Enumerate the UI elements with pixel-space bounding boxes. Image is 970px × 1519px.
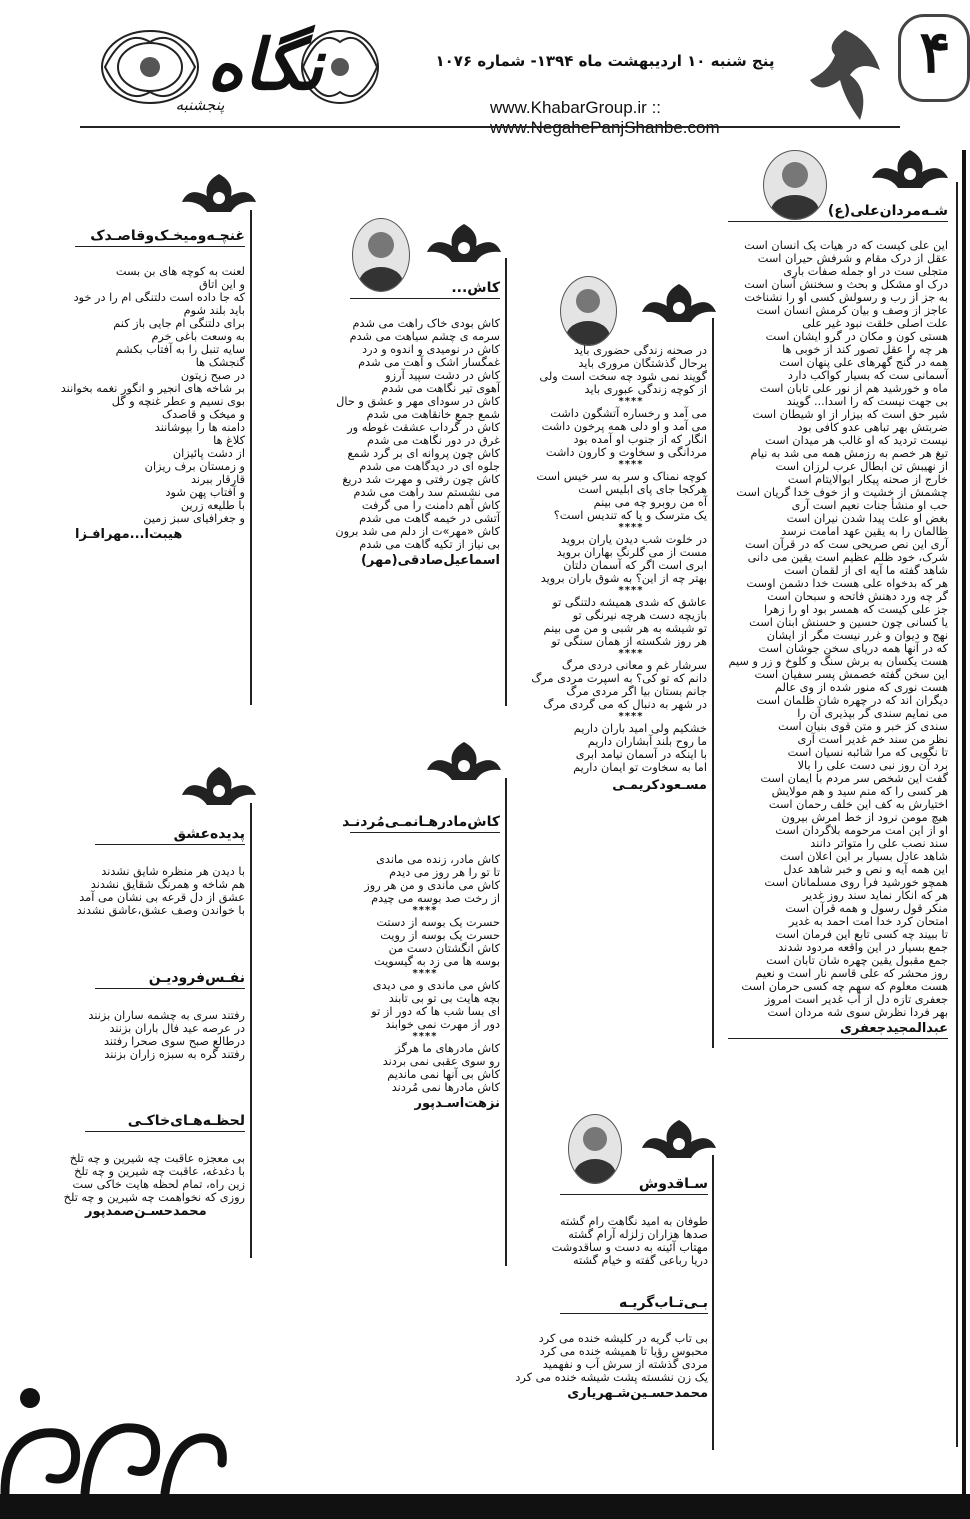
poem-padideh — [76, 826, 245, 917]
poem-line: شمع جمع خانقاهت می شدم — [366, 408, 500, 421]
poem-title: شـه‌مردان‌علی(ع) — [728, 203, 948, 222]
poem-line: اما به سخاوت تو ایمان داریم — [573, 761, 707, 774]
poem-line: بی جهت نیست که را اسدا... گویند — [786, 395, 948, 408]
poem-line: سند نصب علی را متواتر دانند — [810, 837, 948, 850]
poem-line: در شهر به دنبال که می گردی مرگ — [543, 698, 707, 711]
poem-title: بـی‌تـاب‌گریـه — [560, 1295, 708, 1314]
poem-line: کاش در گرداب عشقت غوطه ور — [347, 421, 500, 434]
poem-line: به جز از رب و رسولش کسی او را نشناخت — [744, 291, 948, 304]
poem-line: سایه تنبل را به آفتاب بکشم — [115, 343, 245, 356]
poem-author: مسـعودکریمـی — [612, 778, 707, 793]
poem-line: کاش بودی خاک راهت می شدم — [352, 317, 500, 330]
poem-line: کاش مادر، زنده می ماندی — [376, 853, 500, 866]
poem-line: آسمانی ست که بسیار کواکب دارد — [787, 369, 948, 382]
poem-line: جانم بستان بیا اگر مردی مرگ — [566, 685, 707, 698]
poem-line: می نشستم سد راهت می شدم — [353, 486, 500, 499]
poem-title: نفـس‌فرودیـن — [95, 970, 245, 989]
poem-line: درک او مشکل و بحث و سخنش آسان است — [744, 278, 948, 291]
poem-line: خارج از صحنه پیکار ابوالایتام است — [787, 473, 948, 486]
poem-line: شاهد گفته ما آیه ای از لقمان است — [783, 564, 948, 577]
poem-line: که جا داده است دلتنگی ام را در خود — [73, 291, 245, 304]
poem-line: کاش می ماندی و می دیدی — [372, 979, 500, 992]
poem-line: بوسه ها می زد به گیسویت — [374, 955, 500, 968]
poem-line: هست یکسان به برش سنگ و کلوخ و زر و سیم — [728, 655, 948, 668]
poem-line: کاش مادرهای ما هرگز — [395, 1042, 500, 1055]
poem-line: عقل از درک مقام و شرفش حیران است — [757, 252, 948, 265]
poem-line: بهر فردا نظرش سوی شه مردان است — [767, 1006, 948, 1019]
poem-line: آری این نص صریحی ست که در قرآن است — [745, 538, 948, 551]
poem-line: در خلوت شب دیدن یاران بروید — [561, 533, 707, 546]
poem-author: اسماعیل‌صادقی(مهر) — [360, 553, 500, 568]
poem-kash — [335, 280, 500, 568]
poem-line: شیر حق است که بیزار از او شیطان است — [752, 408, 948, 421]
stanza-separator: **** — [618, 711, 644, 722]
poem-line: از نهیبش تن ابطال عرب لرزان است — [775, 460, 948, 473]
website-urls[interactable]: www.KhabarGroup.ir :: www.NegahePanjShanbe.com — [490, 98, 720, 137]
poem-shahe-mardan — [728, 203, 948, 1039]
poem-line: تا تو را هر روز می دیدم — [389, 866, 500, 879]
poem-line: دور از مهرت نمی خوابند — [385, 1018, 500, 1031]
poem-line: در صحنه زندگی حضوری باید — [573, 344, 707, 357]
poem-line: نیست تردید که او غالب هر میدان است — [765, 434, 948, 447]
poem-line: زین راه، تمام لحظه هایت خاکی ست — [72, 1178, 245, 1191]
poem-line: در عرصه عید فال باران بزنند — [109, 1022, 245, 1035]
poem-line: و این اتاق — [198, 278, 245, 291]
poem-line: هر که بدخواه علی هست خدا دشمن اوست — [746, 577, 948, 590]
column-rule — [956, 182, 958, 1447]
poem-line: کاش در نومیدی و اندوه و درد — [362, 343, 500, 356]
poem-line: هست معلوم که سهم چه کسی حرمان است — [741, 980, 948, 993]
poem-line: سندی کز خبر و متن قوی بنیان است — [777, 720, 948, 733]
poem-line: و زمستان برف ریزان — [144, 460, 245, 473]
poem-author: محمدحسـن‌صمدپور — [85, 1204, 207, 1219]
poem-line: مهتاب آئینه به دست و ساقدوشت — [551, 1241, 708, 1254]
poem-line: و آفتاب پهن شود — [165, 486, 245, 499]
poem-line: به وسعت باغی خرم — [151, 330, 245, 343]
title-ornament-icon — [425, 740, 503, 788]
column-rule — [712, 318, 714, 1048]
poem-line: حب او منشأ جنات نعیم است آری — [791, 499, 948, 512]
poem-line: کاش در دشت سپید آرزو — [385, 369, 500, 382]
poem-line: بغض او علت پیدا شدن نیران است — [786, 512, 948, 525]
poem-line: گفت این شخص سر مردم با ایمان است — [760, 772, 948, 785]
title-ornament-icon — [180, 765, 258, 813]
logo-subtitle: پنجشنبه — [175, 96, 225, 114]
poem-line: اختیارش به کف این خلف رحمان است — [768, 798, 948, 811]
poem-line: هرکجا جای پای ابلیس است — [578, 483, 707, 496]
poem-line: بچه هایت بی تو بی تابند — [388, 992, 500, 1005]
poem-line: رفتند گره به سبزه زاران بزنند — [104, 1048, 245, 1061]
poem-line: هر کسی را که منم سید و هم مولایش — [771, 785, 948, 798]
poem-title: کاش... — [350, 280, 500, 299]
author-photo — [560, 276, 617, 346]
poem-line: منکر قول رسول و همه قرآن است — [785, 902, 948, 915]
bottom-bar — [0, 1494, 970, 1519]
poem-line: کاش چون پروانه ای بر گرد شمع — [347, 447, 500, 460]
poem-line: دامنه ها را بپوشانند — [154, 421, 245, 434]
poem-line: با طلیعه زرین — [180, 499, 245, 512]
poem-line: همچو خورشید فرا روی مسلمانان است — [764, 876, 948, 889]
poem-line: کوچه نمناک و سر به سر خیس است — [536, 470, 707, 483]
title-ornament-icon — [640, 282, 718, 330]
poem-line: ای بسا شب ها که دور از تو — [371, 1005, 500, 1018]
poem-line: برای دلتنگی ام جایی باز کنم — [113, 317, 245, 330]
title-ornament-icon — [180, 172, 258, 220]
poem-line: با اینکه در آسمان نیامد ابری — [575, 748, 707, 761]
poem-line: کاش در سودای مهر و عشق و حال — [336, 395, 500, 408]
poem-line: با خواندن وصف عشق،عاشق نشدند — [76, 904, 245, 917]
poem-line: و میخک و قاصدک — [161, 408, 245, 421]
poem-line: دانم که تو کی؟ به اسپرت مردی مرگ — [531, 672, 707, 685]
poem-line: نظر من سند خم غدیر است آری — [797, 733, 948, 746]
poem-line: هستی کون و مکان در گرو ایشان است — [765, 330, 948, 343]
poem-line: عشق از دل قرعه بی نشان می آمد — [79, 891, 245, 904]
poem-line: این علی کیست که در هیات یک انسان است — [744, 239, 948, 252]
stanza-separator: **** — [618, 396, 644, 407]
poem-line: با دغدغه، عاقبت چه شیرین و چه تلخ — [74, 1165, 245, 1178]
poem-line: سرمه ی چشم سیاهت می شدم — [349, 330, 500, 343]
masthead — [0, 0, 970, 150]
poem-line: شرک، خود ظلم عظیم است یقین می دانی — [747, 551, 948, 564]
poem-line: چشمش از خشیت و از خوف خدا گریان است — [736, 486, 948, 499]
poem-title: سـاقدوش — [560, 1176, 708, 1195]
poem-line: سرشار غم و معانی دردی مرگ — [561, 659, 707, 672]
poem-line: آتشی در خیمه گاهت می شدم — [359, 512, 500, 525]
poem-line: قارقار ببرند — [190, 473, 245, 486]
poem-line: تیغ هر خصم به رزمش همه می شد به نیام — [750, 447, 948, 460]
poem-title: لحظـه‌هـای‌خاکـی — [85, 1113, 245, 1132]
poem-line: هیچ مومن نرود از خط امرش بیرون — [781, 811, 948, 824]
poem-line: بهتر چه از این؟ به شوق باران بروید — [540, 572, 707, 585]
stanza-separator: **** — [618, 522, 644, 533]
poem-saghadosh — [515, 1176, 708, 1401]
poem-line: رو سوی عقبی نمی بردند — [382, 1055, 500, 1068]
poem-line: متجلی ست در او جمله صفات باری — [783, 265, 948, 278]
poem-line: ما روح بلند آبشاران داریم — [587, 735, 707, 748]
poem-line: بر شاخه های انجیر و انگور نغمه بخوانند — [60, 382, 245, 395]
poem-line: شاهد عادل بسیار بر این اعلان است — [779, 850, 948, 863]
poem-line: انگار که از جنوب او آمده بود — [573, 433, 707, 446]
poem-line: جعفری تازه دل از آب غدیر است امروز — [764, 993, 948, 1006]
poem-line: علت اصلی خلقت نبود غیر علی — [802, 317, 948, 330]
poem-line: نهج و دیوان و غرر نیست مگر از ایشان — [766, 629, 948, 642]
author-photo — [568, 1114, 622, 1184]
poem-line: از کوچه زندگی عبوری باید — [584, 383, 707, 396]
phoenix-icon — [800, 20, 890, 130]
poem-line: این سخن گفته خصمش پسر سفیان است — [754, 668, 948, 681]
title-ornament-icon — [870, 148, 950, 196]
poem-line: می آمد و او دلی همه پرخون داشت — [541, 420, 707, 433]
stanza-separator: **** — [618, 459, 644, 470]
logo-text: نگاه — [206, 23, 324, 106]
poem-line: لعنت به کوچه های بن بست — [115, 265, 245, 278]
poem-line: که در آنها همه دریای سخن جوشان است — [758, 642, 948, 655]
right-border-rule — [962, 150, 966, 1495]
poem-line: هست نوری که منور شده از وی عالم — [774, 681, 948, 694]
poem-line: ظالمان را به یقین عهد امامت نرسد — [781, 525, 948, 538]
poem-line: کاش می ماندی و من هر روز — [364, 879, 500, 892]
poem-line: کاش مادرها نمی مُردند — [391, 1081, 500, 1094]
stanza-separator: **** — [618, 585, 644, 596]
poem-line: کاش بی آنها نمی ماندیم — [387, 1068, 500, 1081]
poem-line: صدها هزاران زلزله آرام گشته — [568, 1228, 708, 1241]
poem-line: ضربتش بهر تباهی عدو کافی بود — [797, 421, 948, 434]
title-ornament-icon — [425, 222, 503, 270]
poem-line: روزی که نخواهمت چه شیرین و چه تلخ — [63, 1191, 245, 1204]
poem-line: می نمایم سندی گر بپذیری آن را — [797, 707, 948, 720]
poem-lahzeh — [63, 1113, 245, 1219]
poem-line: هر چه را عقل تصور کند از خوبی ها — [782, 343, 948, 356]
poem-author: عبدالمجیدجعفری — [728, 1021, 948, 1039]
poem-line: هر که انکار نماید سند روز غدیر — [802, 889, 948, 902]
poem-line: دیگران اند که در چهره شان ظلمان است — [756, 694, 948, 707]
poem-line: گنجشک ها — [195, 356, 245, 369]
poem-nafas — [88, 970, 245, 1061]
poem-line: برحال گذشتگان مروری باید — [578, 357, 707, 370]
poem-line: طوفان به امید نگاهت رام گشته — [559, 1215, 708, 1228]
poem-author: نزهت‌اسـدپور — [414, 1096, 500, 1111]
poem-line: روز محشر که علی قاسم نار است و نعیم — [755, 967, 948, 980]
poem-author: محمدحسـین‌شـهریاری — [567, 1386, 708, 1401]
poem-line: هم شاخه و همرنگ شقایق نشدند — [90, 878, 245, 891]
poem-line: این همه آیه و نص و خبر شاهد عدل — [783, 863, 948, 876]
poem-line: از دشت پائیزان — [172, 447, 245, 460]
column-rule — [505, 778, 507, 1266]
header-rule — [80, 126, 900, 128]
poem-line: جمع مقبول یقین چهره شان تابان است — [766, 954, 948, 967]
poem-line: غرق در دور نگاهت می شدم — [366, 434, 500, 447]
poem-line: تا ببیند چه کسی تابع این فرمان است — [775, 928, 948, 941]
title-ornament-icon — [640, 1118, 718, 1166]
poem-line: کاش انگشتان دست من — [388, 942, 500, 955]
poem-line: می آمد و رخساره آتشگون داشت — [550, 407, 707, 420]
poem-line: کلاغ ها — [213, 434, 245, 447]
poem-masoud — [531, 344, 707, 793]
poem-line: مردانگی و سخاوت و کارون داشت — [545, 446, 707, 459]
poem-line: عاجز از وصف و بیان کرمش انسان است — [756, 304, 948, 317]
stanza-separator: **** — [618, 648, 644, 659]
poem-line: از رخت صد بوسه می چیدم — [371, 892, 500, 905]
poem-line: کاش «مهر»ت از دلم می شد برون — [335, 525, 500, 538]
poem-line: درطالع صبح سوی صحرا رفتند — [103, 1035, 245, 1048]
stanza-separator: **** — [412, 968, 438, 979]
poem-line: ماه و خورشید هم از نور علی تابان است — [759, 382, 948, 395]
poem-line: حسرت یک بوسه از دستت — [376, 916, 500, 929]
poem-line: محبوس رؤیا تا همیشه خنده می کرد — [539, 1345, 708, 1358]
poem-line: هر روز شکسته از همان سنگی تو — [551, 635, 707, 648]
poem-line: رفتند سری به چشمه ساران بزنند — [88, 1009, 245, 1022]
scroll-ornament-icon — [0, 1378, 230, 1496]
poem-line: جز علی کیست که همسر بود او را زهرا — [763, 603, 948, 616]
poem-title: کاش‌مادرهـا‌نمـی‌مُردنـد — [350, 814, 500, 833]
poem-line: حسرت یک بوسه از رویت — [380, 929, 500, 942]
poem-line: آه من روبرو چه می بینم — [593, 496, 707, 509]
poem-line: گر چه ورد دهنش فاتحه و سبحان است — [767, 590, 948, 603]
poem-line: باید بلند شوم — [183, 304, 245, 317]
poem-line: تا نگویی که مرا شائبه نسیان است — [787, 746, 948, 759]
poem-line: بی تاب گریه در کلیشه خنده می کرد — [538, 1332, 708, 1345]
poem-ghoncheh — [60, 228, 245, 542]
poem-line: مست از می گلرنگ بهاران بروید — [556, 546, 707, 559]
poem-line: یک زن نشسته پشت شیشه خنده می کرد — [515, 1371, 708, 1384]
poem-title: پدیده‌عشق — [95, 826, 245, 845]
poem-line: همه در گنج گهرهای علی پنهان است — [779, 356, 948, 369]
column-rule — [712, 1155, 714, 1450]
poem-line: عاشق که شدی همیشه دلتنگی تو — [552, 596, 707, 609]
poem-line: در صبح زیتون — [180, 369, 245, 382]
poem-madarha — [342, 814, 500, 1111]
poem-line: یا کسانی چون حسین و حسنش ابنان است — [749, 616, 948, 629]
poem-line: دریا رباعی گفته و خیام گشته — [573, 1254, 708, 1267]
page-number: ۴ — [919, 18, 951, 86]
poem-line: مردی گذشته از سرش آب و نفهمید — [542, 1358, 708, 1371]
poem-line: بازیچه دست هرچه نیرنگی تو — [572, 609, 707, 622]
poem-line: برد آن روز نبی دست علی را بالا — [797, 759, 948, 772]
poem-line: جلوه ای در دیدگاهت می شدم — [359, 460, 500, 473]
column-rule — [250, 803, 252, 1258]
issue-line: پنج شنبه ۱۰ اردیبهشت ماه ۱۳۹۴- شماره ۱۰۷۶ — [435, 52, 775, 70]
poem-line: تو شیشه به هر شبی و من می بینم — [543, 622, 707, 635]
poem-line: جمع بسیار در این واقعه مردود شدند — [778, 941, 948, 954]
poem-line: بی نیاز از تکیه گاهت می شدم — [359, 538, 500, 551]
stanza-separator: **** — [412, 1031, 438, 1042]
column-rule — [505, 258, 507, 706]
poem-title: غنچـه‌ومیخـک‌وقاصـدک — [75, 228, 245, 247]
poem-line: بوی نسیم و عطر غنچه و گل — [111, 395, 245, 408]
poem-line: کاش چون رفتی و مهرت شد دریغ — [342, 473, 500, 486]
poem-line: با دیدن هر منظره شایق نشدند — [101, 865, 245, 878]
poem-line: بی معجزه عاقبت چه شیرین و چه تلخ — [69, 1152, 245, 1165]
poem-line: و جغرافیای سبز زمین — [143, 512, 245, 525]
poem-author: هیبت‌ا...مهرافـزا — [75, 527, 183, 542]
poem-line: او از این امت مرحومه بلاگردان است — [775, 824, 948, 837]
poem-line: امتحان کرد خدا امت احمد به غدیر — [788, 915, 948, 928]
poem-line: غمگسار اشک و آهت می شدم — [358, 356, 500, 369]
poem-line: یک مترسک و یا که تندیس است؟ — [553, 509, 707, 522]
poem-line: گویند نمی شود چه سخت است ولی — [539, 370, 707, 383]
column-rule — [250, 210, 252, 705]
poem-line: کاش آهم دامنت را می گرفت — [361, 499, 500, 512]
poem-line: آهوی تیر نگاهت می شدم — [381, 382, 500, 395]
poem-line: ابری است اگر که آسمان دلتان — [563, 559, 707, 572]
poem-line: خشکیم ولی امید باران داریم — [573, 722, 707, 735]
stanza-separator: **** — [412, 905, 438, 916]
